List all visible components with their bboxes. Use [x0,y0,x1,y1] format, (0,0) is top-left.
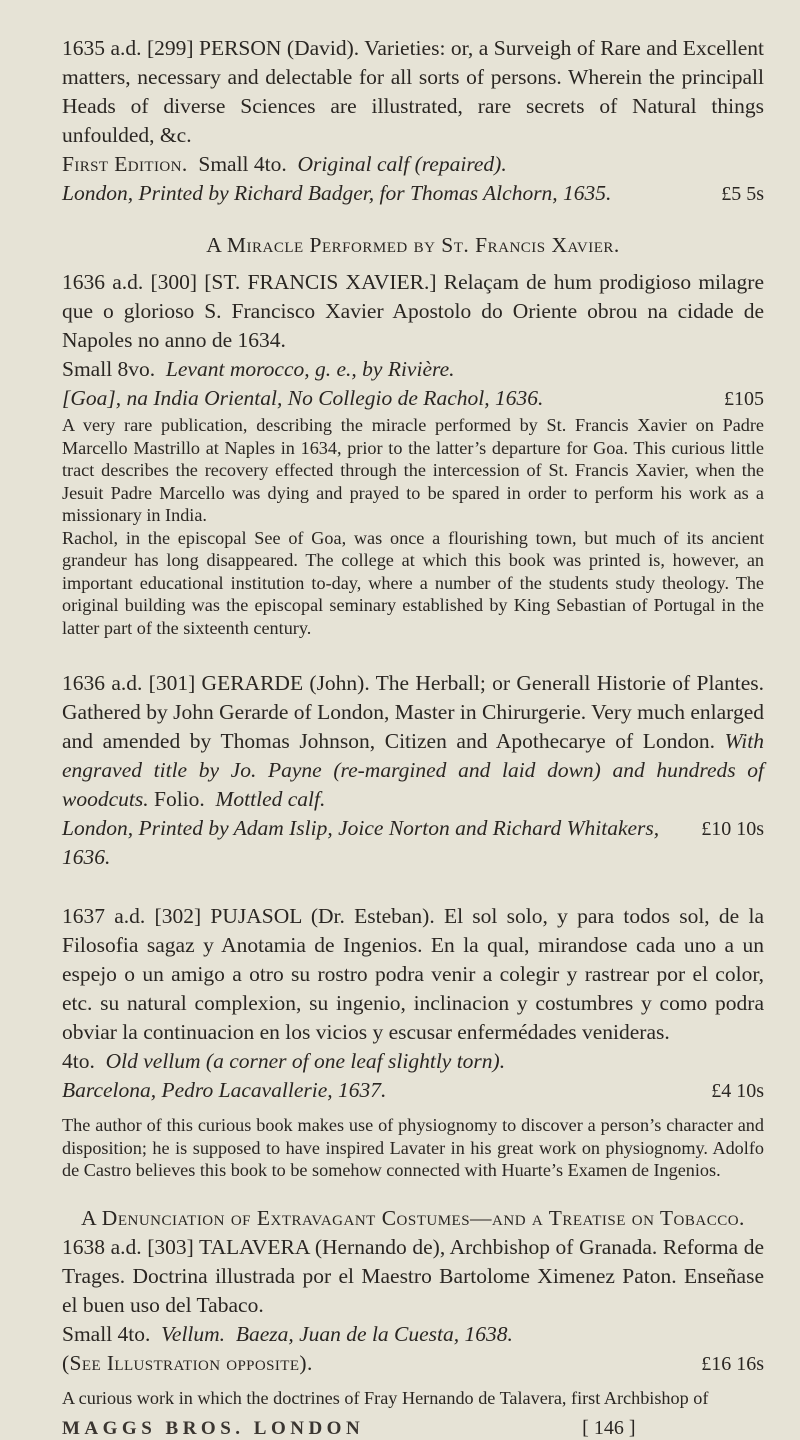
entry-note: A very rare publication, describing the miracle performed by St. Francis Xavier on Padre Marcello Mastrillo at Naples in 1634, prior to the latter’s departure for Goa. This curious little tract describes the recovery effected through the intercession of St. Francis Xavier, when the Jesuit Padre Marcello was dying and prayed to be spared in order to perform his work as a missionary in India. [62,415,764,525]
entry-301 [62,669,764,872]
entry-format: 4to. [62,1049,95,1073]
page-number: [ 146 ] [582,1417,636,1439]
entry-binding: Old vellum (a corner of one leaf slightly torn). [105,1049,506,1073]
entry-binding: Mottled calf. [215,787,326,811]
entry-title: 1637 a.d. [302] PUJASOL (Dr. Esteban). El sol solo, y para todos sol, de la Filosofia sagaz y Anotamia de Ingenios. En la qual, mirandose cada uno a un espejo o un amigo a otro su rostro podra venir a colegir y rastrear por el color, etc. su natural complexion, su ingenio, inclinacion y costumbres y como podra obviar la continuacion en los vicios y escusar enfermédades venideras. [62,904,764,1044]
publisher-name: MAGGS BROS. LONDON [62,1418,365,1439]
entry-binding: Vellum. [161,1321,226,1346]
entry-imprint: London, Printed by Adam Islip, Joice Norton and Richard Whitakers, 1636. [62,816,660,869]
entry-imprint-row [62,384,764,414]
entry-price: £5 5s [721,183,764,205]
entry-299 [62,34,764,209]
entry-format-line [62,1320,764,1349]
entry-format: Small 4to. [198,152,287,176]
entry-binding: Original calf (repaired). [297,152,507,176]
entry-title: 1636 a.d. [300] [ST. FRANCIS XAVIER.] Relaçam de hum prodigioso milagre que o glorioso S. Francisco Xavier Apostolo do Oriente obrou na cidade de Napoles no anno de 1634. [62,270,764,352]
entry-303 [62,1204,764,1410]
entry-price: £4 10s [711,1080,764,1102]
entry-302 [62,902,764,1182]
entry-format-line [62,1047,764,1076]
entry-300 [62,231,764,639]
entry-title [62,669,764,814]
entry-title-text: 1636 a.d. [301] GERARDE (John). The Herball; or Generall Historie of Plantes. Gathered by John Gerarde of London, Master in Chirurgerie. Very much enlarged and amended by Thomas Johnson, Citizen and Apothecarye of London. [62,671,764,753]
entry-imprint-row [62,1076,764,1106]
entry-price: £105 [724,388,764,410]
page-footer [62,1417,764,1440]
section-heading: A Denunciation of Extravagant Costumes—and a Treatise on Tobacco. [81,1205,745,1230]
entry-title: 1635 a.d. [299] PERSON (David). Varieties: or, a Surveigh of Rare and Excellent matters, necessary and delectable for all sorts of persons. Wherein the principall Heads of diverse Sciences are illustrated, rare secrets of Natural things unfoulded, &c. [62,36,764,147]
entry-format: Folio. [153,787,205,811]
entry-description: With engraved title by Jo. Payne (re-margined and laid down) and hundreds of woodcuts. [62,729,764,811]
entry-title: 1638 a.d. [303] TALAVERA (Hernando de), Archbishop of Granada. Reforma de Trages. Doctrina illustrada por el Maestro Bartolome Ximenez Paton. Enseñase el buen uso del Tabaco. [62,1234,764,1317]
entry-edition-line [62,150,764,179]
entry-format-line [62,355,764,384]
entry-imprint: Baeza, Juan de la Cuesta, 1638. [235,1321,513,1346]
entry-imprint-row [62,179,764,209]
entry-edition: First Edition. [62,152,188,176]
entry-imprint-row [62,814,764,872]
entry-imprint: London, Printed by Richard Badger, for Thomas Alchorn, 1635. [62,181,612,205]
entry-note: The author of this curious book makes use of physiognomy to discover a person’s character and disposition; he is supposed to have inspired Lavater in his great work on physiognomy. Adolfo de Castro believes this book to be somehow connected with Huarte’s Examen de Ingenios. [62,1115,764,1180]
entry-see-reference: (See Illustration opposite). [62,1350,313,1375]
section-heading: A Miracle Performed by St. Francis Xavier. [206,233,620,257]
entry-format: Small 8vo. [62,357,156,381]
entry-imprint: Barcelona, Pedro Lacavallerie, 1637. [62,1078,387,1102]
entry-binding: Levant morocco, g. e., by Rivière. [165,357,455,381]
entry-see-row [62,1349,764,1379]
entry-imprint: [Goa], na India Oriental, No Collegio de Rachol, 1636. [62,386,544,410]
entry-format: Small 4to. [62,1321,151,1346]
entry-note: Rachol, in the episcopal See of Goa, was once a flourishing town, but much of its ancient grandeur has long disappeared. The college at which this book was printed is, however, an important educational institution to-day, where a number of the students study theology. The original building was the episcopal seminary established by King Sebastian of Portugal in the latter part of the sixteenth century. [62,527,764,638]
entry-note: A curious work in which the doctrines of Fray Hernando de Talavera, first Archbishop of [62,1387,709,1408]
entry-price: £10 10s [701,818,764,840]
entry-price: £16 16s [701,1352,764,1375]
